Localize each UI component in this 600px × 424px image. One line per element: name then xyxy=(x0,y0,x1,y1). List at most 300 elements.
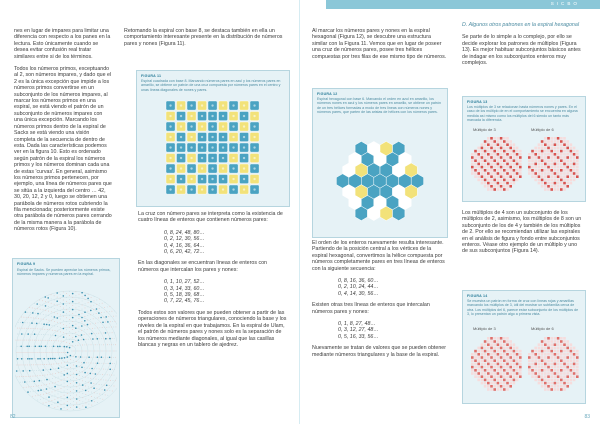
multiple-cell xyxy=(493,353,496,356)
spiral-dot xyxy=(69,323,70,324)
spiral-dot xyxy=(52,396,53,397)
multiple-cell xyxy=(490,356,493,359)
spiral-dot xyxy=(21,317,22,318)
spiral-dot xyxy=(70,407,71,408)
multiple-cell xyxy=(563,150,566,153)
multiple-cell xyxy=(493,179,496,182)
spiral-dot xyxy=(49,320,50,321)
multiple-cell xyxy=(506,163,509,166)
spiral-dot xyxy=(29,364,30,365)
cell-dot xyxy=(253,178,255,180)
multiple-cell xyxy=(513,156,516,159)
spiral-dot xyxy=(69,339,70,340)
spiral-dot xyxy=(57,297,58,298)
multiple-cell xyxy=(484,369,487,372)
multiple-cell xyxy=(519,353,522,356)
spiral-dot xyxy=(66,293,67,294)
spiral-dot xyxy=(88,404,89,405)
spiral-dot xyxy=(63,291,64,292)
multiple-cell xyxy=(484,385,487,388)
multiple-cell xyxy=(474,153,477,156)
spiral-dot xyxy=(31,381,32,382)
spiral-dot xyxy=(104,307,105,308)
spiral-dot xyxy=(94,296,95,297)
multiple-cell xyxy=(570,366,573,369)
spiral-dot xyxy=(60,294,61,295)
spiral-dot xyxy=(22,370,24,372)
multiple-cell xyxy=(566,166,569,169)
cell-dot xyxy=(211,125,213,127)
spiral-dot xyxy=(46,402,47,403)
spiral-dot xyxy=(95,373,97,375)
multiple-cell xyxy=(570,150,573,153)
multiple-cell xyxy=(490,179,493,182)
multiple-cell xyxy=(493,385,496,388)
multiple-cell xyxy=(550,175,553,178)
multiple-cell xyxy=(550,156,553,159)
spiral-dot xyxy=(48,302,49,303)
spiral-dot xyxy=(29,381,30,382)
multiple-cell xyxy=(560,366,563,369)
multiple-cell xyxy=(506,147,509,150)
cell-dot xyxy=(201,104,203,106)
multiple-cell xyxy=(547,182,550,185)
spiral-dot xyxy=(73,365,74,366)
spiral-dot xyxy=(72,313,73,314)
spiral-dot xyxy=(75,340,76,341)
multiple-cell xyxy=(547,156,550,159)
spiral-dot xyxy=(100,322,101,323)
spiral-dot xyxy=(101,369,102,370)
multiple-cell xyxy=(506,382,509,385)
multiple-cell xyxy=(560,353,563,356)
spiral-dot xyxy=(46,397,47,398)
multiple-cell xyxy=(563,140,566,143)
spiral-dot xyxy=(48,396,50,398)
spiral-dot xyxy=(57,401,59,403)
spiral-dot xyxy=(100,317,102,319)
spiral-dot xyxy=(25,364,26,365)
spiral-dot xyxy=(51,400,52,401)
multiple-cell xyxy=(490,388,493,391)
multiple-cell xyxy=(497,366,500,369)
figure-label: FIGURA 14 xyxy=(467,294,488,298)
multiple-cell xyxy=(554,169,557,172)
multiple-cell xyxy=(550,340,553,343)
spiral-dot xyxy=(50,358,52,360)
multiple-cell xyxy=(560,185,563,188)
spiral-dot xyxy=(99,384,100,385)
spiral-dot xyxy=(110,321,111,322)
spiral-dot xyxy=(81,330,82,331)
multiple-cell xyxy=(490,340,493,343)
spiral-dot xyxy=(27,333,29,335)
spiral-dot xyxy=(28,376,29,377)
spiral-dot xyxy=(72,309,74,311)
spiral-dot xyxy=(67,361,68,362)
multiple-cell xyxy=(516,163,519,166)
spiral-dot xyxy=(70,355,72,357)
spiral-dot xyxy=(69,299,70,300)
multiple-cell xyxy=(557,166,560,169)
spiral-dot xyxy=(104,327,105,328)
spiral-dot xyxy=(91,396,92,397)
spiral-dot xyxy=(21,358,23,360)
spiral-dot xyxy=(94,333,95,334)
multiple-cell xyxy=(509,363,512,366)
cell-dot xyxy=(222,104,224,106)
spiral-dot xyxy=(109,306,110,307)
multiple-cell xyxy=(497,353,500,356)
spiral-dot xyxy=(60,319,61,320)
multiple-cell xyxy=(493,372,496,375)
spiral-dot xyxy=(45,310,46,311)
spiral-dot xyxy=(67,385,68,386)
spiral-dot xyxy=(20,382,21,383)
spiral-dot xyxy=(82,389,83,390)
spiral-dot xyxy=(99,394,100,395)
multiple-cell xyxy=(506,169,509,172)
section-subtitle: D. Algunos otros patrones en la espiral hexagonal xyxy=(462,22,579,28)
spiral-dot xyxy=(58,393,59,394)
multiple-cell xyxy=(487,382,490,385)
spiral-dot xyxy=(67,389,68,390)
multiple-cell xyxy=(534,175,537,178)
multiple-cell xyxy=(534,166,537,169)
spiral-dot xyxy=(73,373,74,374)
spiral-dot xyxy=(73,401,74,402)
multiple-cell xyxy=(500,175,503,178)
spiral-dot xyxy=(92,351,93,352)
spiral-dot xyxy=(54,403,55,404)
spiral-dot xyxy=(114,375,115,376)
sequence-item: 0, 7, 22, 45, 76… xyxy=(164,298,205,305)
sequence-item: 0, 2, 10, 24, 44… xyxy=(338,284,379,291)
spiral-dot xyxy=(106,327,107,328)
multiple-cell xyxy=(500,159,503,162)
multiple-cell xyxy=(474,350,477,353)
spiral-dot xyxy=(39,358,41,360)
multiple-cell xyxy=(547,353,550,356)
spiral-dot xyxy=(85,386,86,387)
spiral-dot xyxy=(88,362,89,363)
spiral-dot xyxy=(100,374,101,375)
multiple-cell xyxy=(547,150,550,153)
spiral-dot xyxy=(45,346,47,348)
spiral-dot xyxy=(50,335,51,336)
multiple-cell xyxy=(544,169,547,172)
spiral-dot xyxy=(82,313,83,314)
spiral-dot xyxy=(103,369,104,370)
spiral-dot xyxy=(58,367,60,369)
mixed-sequence-list xyxy=(138,279,288,305)
spiral-dot xyxy=(63,295,65,297)
multiple-cell xyxy=(500,369,503,372)
multiple-cell xyxy=(481,175,484,178)
spiral-dot xyxy=(90,373,92,375)
spiral-dot xyxy=(82,305,83,306)
spiral-dot xyxy=(61,341,62,342)
multiple-cell xyxy=(519,356,522,359)
spiral-dot xyxy=(102,389,103,390)
spiral-dot xyxy=(104,374,105,375)
multiple-cell xyxy=(538,179,541,182)
spiral-dot xyxy=(51,352,52,353)
multiple-cell xyxy=(481,359,484,362)
spiral-dot xyxy=(17,334,18,335)
multiple-cell xyxy=(547,388,550,391)
multiple-cell xyxy=(506,137,509,140)
spiral-dot xyxy=(52,383,53,384)
spiral-dot xyxy=(43,309,44,310)
multiple-cell xyxy=(573,375,576,378)
multiple-cell xyxy=(554,375,557,378)
spiral-dot xyxy=(25,346,26,347)
multiple-cell xyxy=(487,388,490,391)
multiple-cell xyxy=(487,159,490,162)
multiple-cell xyxy=(493,363,496,366)
spiral-dot xyxy=(49,329,50,330)
spiral-dot xyxy=(55,346,56,347)
spiral-dot xyxy=(49,324,51,326)
multiple-cell xyxy=(490,166,493,169)
multiple-cell xyxy=(487,153,490,156)
spiral-dot xyxy=(42,305,43,306)
spiral-dot xyxy=(95,363,96,364)
cell-dot xyxy=(232,115,234,117)
multiple-cell xyxy=(484,372,487,375)
multiple-cell xyxy=(493,375,496,378)
multiple-cell xyxy=(500,166,503,169)
cell-dot xyxy=(232,167,234,169)
multiple-cell xyxy=(477,350,480,353)
multiple-cell xyxy=(560,163,563,166)
multiple-cell xyxy=(509,356,512,359)
multiple-cell xyxy=(541,347,544,350)
multiple-cell xyxy=(544,388,547,391)
multiple-cell xyxy=(534,156,537,159)
spiral-dot xyxy=(55,390,56,391)
spiral-dot xyxy=(109,369,111,371)
multiple-cell xyxy=(544,163,547,166)
multiple-cell xyxy=(563,363,566,366)
spiral-dot xyxy=(27,381,28,382)
multiple-cell xyxy=(554,159,557,162)
multiple-cell xyxy=(547,337,550,340)
multiple-cell xyxy=(570,156,573,159)
multiple-cell xyxy=(490,185,493,188)
column-2-lower xyxy=(138,211,288,354)
spiral-dot xyxy=(83,362,85,364)
multiple-cell xyxy=(550,188,553,191)
spiral-dot xyxy=(42,358,43,359)
spiral-dot xyxy=(81,334,83,336)
multiple-cell xyxy=(538,369,541,372)
spiral-dot xyxy=(18,340,19,341)
spiral-dot xyxy=(109,344,110,345)
multiple-cell xyxy=(547,147,550,150)
multiple-cell xyxy=(509,175,512,178)
spiral-dot xyxy=(57,346,59,348)
multiple-cell xyxy=(557,372,560,375)
multiple-cell xyxy=(560,347,563,350)
multiple-cell xyxy=(477,175,480,178)
spiral-dot xyxy=(107,390,108,391)
multiple-cell xyxy=(484,347,487,350)
spiral-dot xyxy=(22,328,23,329)
multiple-cell xyxy=(550,172,553,175)
spiral-dot xyxy=(103,344,104,345)
multiple-cell xyxy=(576,172,579,175)
spiral-dot xyxy=(69,347,71,349)
multiple-cell xyxy=(509,359,512,362)
multiple-cell xyxy=(563,340,566,343)
spiral-dot xyxy=(52,378,53,379)
multiple-cell xyxy=(573,347,576,350)
multiple-cell xyxy=(481,356,484,359)
spiral-dot xyxy=(28,340,29,341)
multiple-cell xyxy=(506,156,509,159)
cell-dot xyxy=(232,136,234,138)
spiral-dot xyxy=(35,346,37,348)
multiple-cell xyxy=(570,175,573,178)
multiple-cell xyxy=(490,353,493,356)
spiral-dot xyxy=(63,341,64,342)
spiral-dot xyxy=(93,305,94,306)
spiral-dot xyxy=(27,312,28,313)
square-spiral-base-8-diagram xyxy=(165,97,261,202)
figure-label: FIGURA 12 xyxy=(317,92,338,96)
multiple-cell xyxy=(497,153,500,156)
spiral-dot xyxy=(85,377,86,378)
multiple-cell xyxy=(477,369,480,372)
multiple-cell xyxy=(560,166,563,169)
cell-dot xyxy=(180,136,182,138)
multiple-cell xyxy=(566,143,569,146)
spiral-dot xyxy=(41,346,43,348)
multiple-cell xyxy=(560,179,563,182)
spiral-dot xyxy=(99,338,100,339)
multiple-cell xyxy=(538,153,541,156)
spiral-dot xyxy=(86,334,87,335)
cell-dot xyxy=(232,188,234,190)
multiple-cell xyxy=(487,188,490,191)
multiple-cell xyxy=(541,363,544,366)
spiral-dot xyxy=(101,338,102,339)
multiple-cell xyxy=(566,147,569,150)
multiple-cell xyxy=(566,372,569,375)
multiple-cell xyxy=(487,143,490,146)
spiral-dot xyxy=(82,376,83,377)
multiple-cell xyxy=(573,153,576,156)
spiral-dot xyxy=(41,318,42,319)
spiral-dot xyxy=(32,396,33,397)
multiple-cell xyxy=(541,356,544,359)
spiral-dot xyxy=(72,317,74,319)
multiple-cell xyxy=(509,350,512,353)
spiral-dot xyxy=(114,332,115,333)
multiple-cell xyxy=(570,379,573,382)
spiral-dot xyxy=(79,306,80,307)
spiral-dot xyxy=(73,385,74,386)
multiple-cell xyxy=(474,366,477,369)
spiral-dot xyxy=(82,357,83,358)
spiral-dot xyxy=(63,336,65,338)
spiral-dot xyxy=(57,331,58,332)
multiple-cell xyxy=(576,150,579,153)
multiple-cell xyxy=(538,172,541,175)
spiral-dot xyxy=(46,358,47,359)
multiple-cell xyxy=(490,366,493,369)
multiple-cell xyxy=(570,159,573,162)
multiple-cell xyxy=(484,379,487,382)
spiral-dot xyxy=(105,344,106,345)
multiple-cell xyxy=(509,379,512,382)
multiple-cell xyxy=(503,137,506,140)
spiral-dot xyxy=(72,351,73,352)
multiple-cell xyxy=(550,163,553,166)
multiple-cell xyxy=(570,363,573,366)
spiral-dot xyxy=(26,340,27,341)
spiral-dot xyxy=(32,376,33,377)
multiple-cell xyxy=(513,172,516,175)
multiple-cell xyxy=(531,150,534,153)
spiral-dot xyxy=(100,351,101,352)
spiral-dot xyxy=(23,334,24,335)
multiple-cell xyxy=(484,150,487,153)
spiral-dot xyxy=(66,309,67,310)
spiral-dot xyxy=(79,404,80,405)
cell-dot xyxy=(232,125,234,127)
multiple-cell xyxy=(519,169,522,172)
spiral-dot xyxy=(34,308,35,309)
spiral-dot xyxy=(105,380,106,381)
multiple-cell xyxy=(519,156,522,159)
multiple-cell xyxy=(487,359,490,362)
multiple-cell xyxy=(538,382,541,385)
multiple-cell xyxy=(576,359,579,362)
spiral-dot xyxy=(111,344,112,345)
multiple-cell xyxy=(576,156,579,159)
spiral-dot xyxy=(52,387,53,388)
multiple-cell xyxy=(573,175,576,178)
multiple-cell xyxy=(560,172,563,175)
spiral-dot xyxy=(102,374,103,375)
multiple-cell xyxy=(506,369,509,372)
spiral-dot xyxy=(67,356,69,358)
multiple-cell xyxy=(560,388,563,391)
even-sequence-list xyxy=(312,278,447,297)
multiple-cell xyxy=(547,375,550,378)
multiple-cell xyxy=(563,353,566,356)
multiple-cell xyxy=(506,185,509,188)
spiral-dot xyxy=(53,335,54,336)
spiral-dot xyxy=(91,392,92,393)
spiral-dot xyxy=(41,334,42,335)
multiple-cell xyxy=(490,147,493,150)
spiral-dot xyxy=(41,323,42,324)
spiral-dot xyxy=(114,386,115,387)
multiple-cell xyxy=(560,369,563,372)
multiple-cell xyxy=(516,156,519,159)
multiple-cell xyxy=(506,166,509,169)
multiple-cell xyxy=(541,369,544,372)
spiral-dot xyxy=(44,375,45,376)
spiral-dot xyxy=(79,388,80,389)
multiple-cell xyxy=(509,147,512,150)
multiple-cell xyxy=(573,179,576,182)
spiral-dot xyxy=(70,383,71,384)
